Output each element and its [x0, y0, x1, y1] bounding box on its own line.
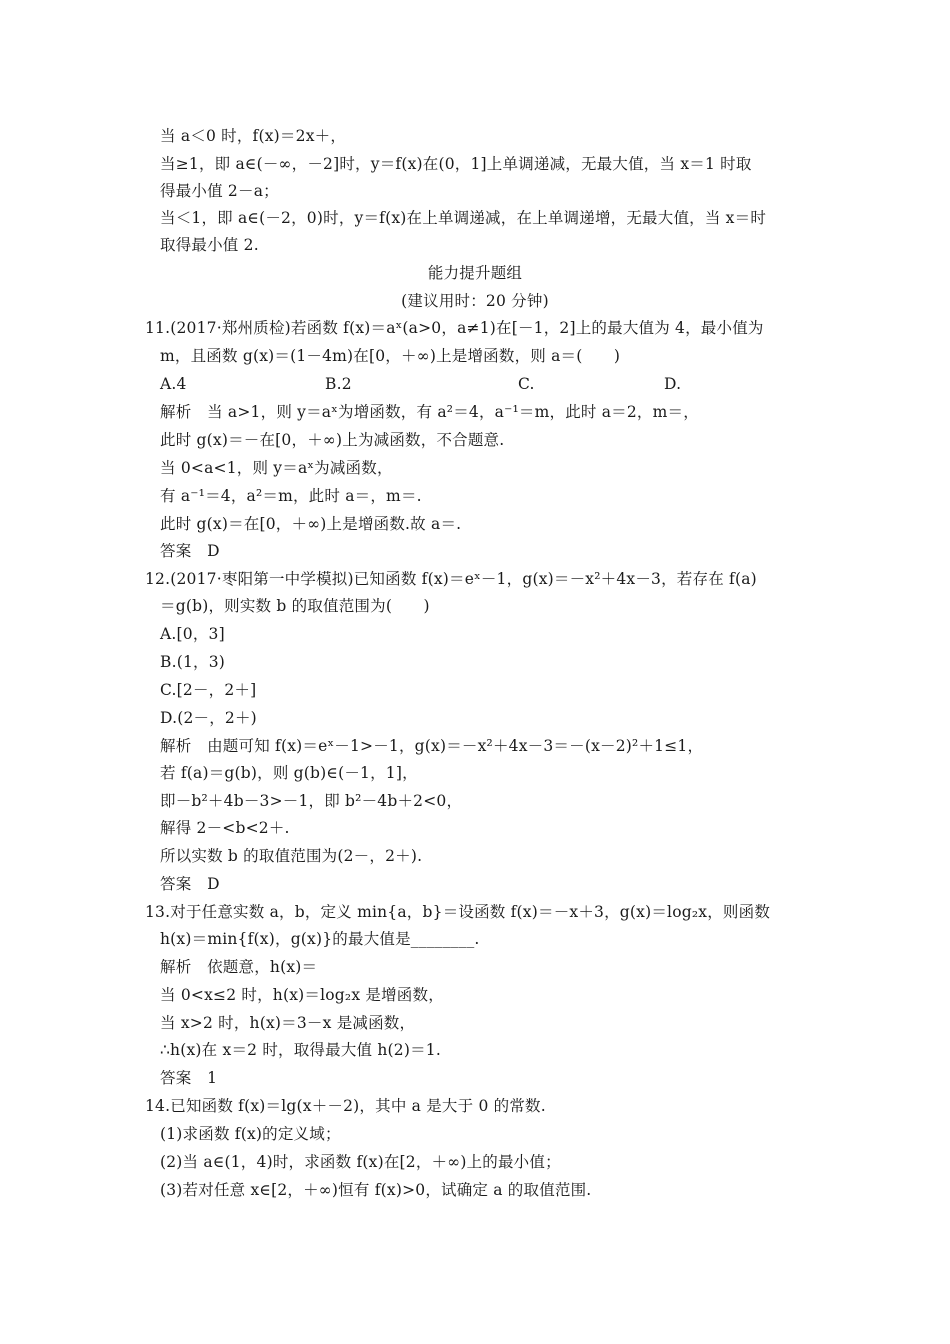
q12-stem-line-1: 12.(2017·枣阳第一中学模拟)已知函数 f(x)＝eˣ－1，g(x)＝－x²＋4x－3，若存在 f(a) [145, 570, 757, 588]
q12-stem-line-2: ＝g(b)，则实数 b 的取值范围为( ) [160, 597, 430, 615]
q12-analysis-line-1: 解析 由题可知 f(x)＝eˣ－1>－1，g(x)＝－x²＋4x－3＝－(x－2)²＋1≤1， [160, 737, 704, 755]
q11-stem-line-2: m，且函数 g(x)＝(1－4m)在[0，＋∞)上是增函数，则 a＝( ) [160, 347, 621, 365]
q14-stem: 14.已知函数 f(x)＝lg(x＋－2)，其中 a 是大于 0 的常数. [145, 1097, 546, 1115]
q14-part-3: (3)若对任意 x∈[2，＋∞)恒有 f(x)>0，试确定 a 的取值范围. [160, 1181, 592, 1199]
intro-line-5: 取得最小值 2. [160, 236, 259, 254]
q13-analysis-line-1: 解析 依题意，h(x)＝ [160, 958, 318, 976]
q11-analysis-line-1: 解析 当 a>1，则 y＝aˣ为增函数，有 a²＝4，a⁻¹＝m，此时 a＝2，m＝， [160, 403, 699, 421]
q13-stem-line-2: h(x)＝min{f(x)，g(x)}的最大值是________. [160, 930, 480, 948]
q11-answer: 答案 D [160, 542, 220, 560]
q12-option-b: B.(1，3) [160, 653, 226, 671]
q13-stem-line-1: 13.对于任意实数 a，b，定义 min{a，b}＝设函数 f(x)＝－x＋3，g(x)＝log₂x，则函数 [145, 903, 771, 921]
q11-option-d: D. [664, 375, 682, 393]
q12-analysis-line-3: 即－b²＋4b－3>－1，即 b²－4b＋2<0， [160, 792, 463, 810]
q12-option-c: C.[2－，2＋] [160, 681, 257, 699]
q11-option-a: A.4 [160, 375, 187, 393]
intro-line-3: 得最小值 2－a； [160, 182, 279, 200]
q12-analysis-line-5: 所以实数 b 的取值范围为(2－，2＋). [160, 847, 423, 865]
intro-line-2: 当≥1，即 a∈(－∞，－2]时，y＝f(x)在(0，1]上单调递减，无最大值，当 x＝1 时取 [160, 155, 752, 173]
section-subtitle: (建议用时：20 分钟) [401, 292, 549, 310]
q14-part-1: (1)求函数 f(x)的定义域； [160, 1125, 341, 1143]
q11-analysis-line-4: 有 a⁻¹＝4，a²＝m，此时 a＝，m＝. [160, 487, 422, 505]
q11-option-b: B.2 [325, 375, 352, 393]
q11-analysis-line-2: 此时 g(x)＝－在[0，＋∞)上为减函数，不合题意. [160, 431, 505, 449]
q14-part-2: (2)当 a∈(1，4)时，求函数 f(x)在[2，＋∞)上的最小值； [160, 1153, 561, 1171]
intro-line-4: 当＜1，即 a∈(－2，0)时，y＝f(x)在上单调递减，在上单调递增，无最大值，当 x＝时 [160, 209, 767, 227]
q11-analysis-line-3: 当 0<a<1，则 y＝aˣ为减函数， [160, 459, 393, 477]
q12-option-d: D.(2－，2＋) [160, 709, 257, 727]
section-title: 能力提升题组 [427, 264, 523, 282]
q11-options [0, 374, 950, 394]
q11-stem-line-1: 11.(2017·郑州质检)若函数 f(x)＝aˣ(a>0，a≠1)在[－1，2]上的最大值为 4，最小值为 [145, 319, 764, 337]
q12-analysis-line-2: 若 f(a)＝g(b)，则 g(b)∈(－1，1]， [160, 764, 418, 782]
intro-line-1: 当 a＜0 时，f(x)＝2x＋， [160, 127, 347, 145]
q12-answer: 答案 D [160, 875, 220, 893]
q11-option-c: C. [518, 375, 535, 393]
q13-analysis-line-2: 当 0<x≤2 时，h(x)＝log₂x 是增函数， [160, 986, 444, 1004]
q12-option-a: A.[0，3] [160, 625, 225, 643]
q13-analysis-line-4: ∴h(x)在 x＝2 时，取得最大值 h(2)＝1. [160, 1041, 441, 1059]
q11-analysis-line-5: 此时 g(x)＝在[0，＋∞)上是增函数.故 a＝. [160, 515, 462, 533]
q12-analysis-line-4: 解得 2－<b<2＋. [160, 819, 290, 837]
q13-analysis-line-3: 当 x>2 时，h(x)＝3－x 是减函数， [160, 1014, 416, 1032]
q13-answer: 答案 1 [160, 1069, 218, 1087]
